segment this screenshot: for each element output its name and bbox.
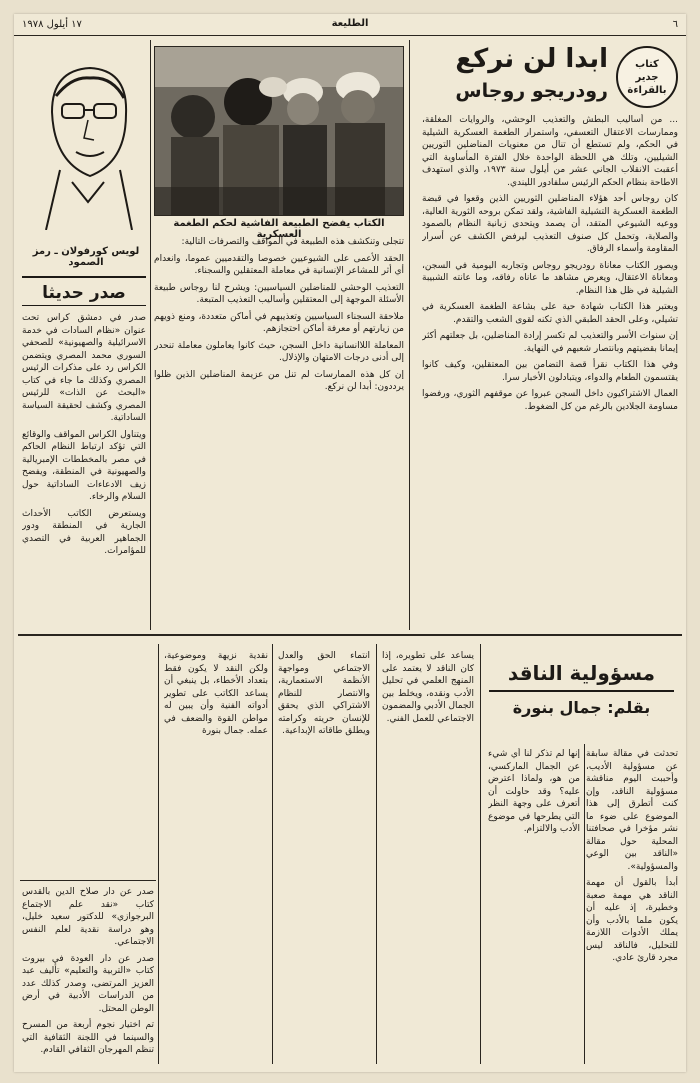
page-header	[14, 14, 686, 36]
book-badge	[616, 46, 678, 108]
badge-line: بالقراءة	[627, 85, 667, 96]
page-number: ٦	[672, 19, 678, 30]
portrait-sketch	[32, 52, 144, 230]
critic-article-header	[489, 660, 674, 740]
bullet-item: وفي هذا الكتاب نقرأ قصة التضامن بين المعتقلين، وكيف كانوا يقتسمون الطعام والدواء، ويتبادلون الأخبار سرا.	[422, 360, 678, 383]
paragraph: أبدأ بالقول أن مهمة الناقد هي مهمة صعبة وخطيرة، إذ عليه أن يكون ملما بالأدب وأن يملك الأدوات اللازمة للتحليل، فالناقد ليس مجرد قارئ عادي.	[586, 878, 678, 963]
column-divider	[376, 644, 377, 1064]
critic-col-1	[586, 748, 678, 1064]
column-divider	[272, 644, 273, 1064]
paragraph: إنها لم تذكر لنا أي شيء عن الجمال الماركسي، من هو، ولماذا اعترض عليه؟ وقد حاولت أن أتعرف على وجهة النظر التي يطرحها في موضوع الأدب والالتزام.	[488, 749, 580, 834]
middle-article-body	[154, 236, 404, 626]
newspaper-page	[14, 14, 686, 1072]
critic-col-3	[382, 650, 474, 1064]
critic-article-author: جمال بنورة	[512, 698, 602, 717]
paragraph: يساعد على تطويره، إذا كان الناقد لا يعتمد على المنهج العلمي في تحليل الأدب ونقده، ويخلط بين الجمال الأدبي والمضمون الاجتماعي للعمل الفني.	[382, 651, 474, 724]
critic-col-2	[488, 748, 580, 1064]
column-divider	[158, 644, 159, 1064]
lower-left-news	[22, 886, 154, 1064]
section-divider	[18, 634, 682, 636]
column-divider	[480, 644, 481, 1064]
paragraph: المعاملة اللاانسانية داخل السجن، حيث كانوا يعاملون معاملة تنحدر إلى أدنى درجات الامتهان والإذلال.	[154, 340, 404, 363]
box-divider	[20, 880, 156, 881]
article-author: رودريجو روجاس	[455, 80, 608, 102]
paragraph: ... من أساليب البطش والتعذيب الوحشي، والروايات المغلقة، وممارسات الاعتقال التعسفي، واستمرار الطغمة العسكرية الشيلية في الحكم، ولم تستطع أن تنال من معنويات المناضلين التوريين الشيليين، وتلك هي اللحظة الواحدة خلال الفترة المأساوية التي أعقبت الانقلاب الجاني عشر من أيلول سنة ١٩٧٣، والذي استهدف الاطاحة بنظام الحكم الرئيس سلفادور الليندي.	[422, 115, 678, 188]
paragraph: انتماء الحق والعدل الاجتماعي ومواجهة الأنظمة الاستعمارية، والانتصار للنظام الاشتراكي الذي يحقق للإنسان حريته وكرامته ويطلق طاقاته الإبداعية.	[278, 651, 370, 736]
paragraph: الحقد الأعمى على الشيوعيين خصوصا والتقدميين عموما، وانعدام أي أثر للمشاعر الإنسانية في معاملة المعتقلين والسجناء.	[154, 253, 404, 276]
portrait-caption: لويس كورفولان ـ رمز الصمود	[32, 246, 140, 268]
column-divider	[150, 40, 151, 630]
news-box-title: صدر حديثا	[22, 276, 146, 306]
paragraph: صدر في دمشق كراس تحت عنوان «نظام السادات في خدمة الاسرائيلية والصهيونية» للصحفي السوري محمد المصري ويتضمن الكراس رد على مذكرات الرئيس المصري وكذلك ما جاء في كتاب «البحث عن الذات» للرئيس المصري وكشف لحقيقة السياسة الساداتية.	[22, 313, 146, 423]
article-title: ابدا لن نركع	[455, 44, 608, 74]
bullet-item: ويعتبر هذا الكتاب شهادة حية على بشاعة الطغمة العسكرية في تشيلي، وعلى الحقد الطبقي الذي تكنه لقوى الشعب والتقدم.	[422, 302, 678, 325]
paragraph: تتجلى وتنكشف هذه الطبيعة في المواقف والتصرفات التالية:	[181, 237, 404, 247]
critic-article-title: مسؤولية الناقد	[489, 660, 674, 692]
bullet-item: إن سنوات الأسر والتعذيب لم تكسر إرادة المناضلين، بل جعلتهم أكثر إيمانا بقضيتهم وبانتصار شعبهم في النهاية.	[422, 331, 678, 354]
column-divider	[584, 744, 585, 1064]
paragraph: صدر عن دار العودة في بيروت كتاب «التربية والتعليم» تأليف عبد العزيز المرتضى، وصدر كذلك عدد من الدراسات الأدبية في أرض الوطن المحتل.	[22, 953, 154, 1014]
paragraph: تحدثت في مقالة سابقة عن مسؤولية الأديب، وأحببت اليوم مناقشة مسؤولية الناقد، وإن كنت أتطرق إلى هذا الموضوع على ضوء ما نشر مؤخرا في صحافتنا المحلية حول مقالة «الناقد بين الوعي والمسؤولية».	[586, 749, 678, 872]
paragraph: إن كل هذه الممارسات لم تنل من عزيمة المناضلين الذين ظلوا يرددون: أبدا لن نركع.	[154, 369, 404, 392]
issue-date: ١٧ أيلول ١٩٧٨	[22, 19, 82, 30]
paragraph: ويستعرض الكاتب الأحداث الجارية في المنطقة ودور الجماهير العربية في التصدي للمؤامرات.	[22, 508, 146, 556]
newspaper-name: الطليعة	[331, 18, 369, 29]
right-article-body	[422, 114, 678, 626]
column-divider	[409, 40, 410, 630]
photo-caption: الكتاب يفضح الطبيعة الفاشية لحكم الطغمة العسكرية	[173, 218, 385, 240]
critic-col-4	[278, 650, 370, 1064]
paragraph: صدر عن دار صلاح الدين بالقدس كتاب «نقد علم الاجتماع البرجوازي» للدكتور سعيد خليل، وهو دراسة نقدية لعلم النفس الاجتماعي.	[22, 887, 154, 947]
paragraph: تم اختيار نجوم أربعة من المسرح والسينما في اللجنة الثقافية التي تنظم المهرجان الثقافي القادم.	[22, 1020, 154, 1055]
bullet-item: العمال الاشتراكيون داخل السجن عبروا عن موقفهم الثوري، ورفضوا مساومة الجلادين بالرغم من كل الضغوط.	[422, 389, 678, 412]
paragraph: ملاحقة السجناء السياسيين وتعذيبهم في أماكن متعددة، ومنع ذويهم من زيارتهم أو معرفة أماكن احتجازهم.	[154, 311, 404, 334]
paragraph: نقدية نزيهة وموضوعية، ولكن النقد لا يكون فقط بتعداد الأخطاء، بل ينبغي أن يساعد الكاتب على تطوير أدواته الفنية وأن يبين له مواطن القوة والضعف في عمله. جمال بنورة	[164, 651, 268, 736]
paragraph: كان روجاس أحد هؤلاء المناضلين الثوريين الذين وقعوا في قبضة الطغمة العسكرية التشيلية الفاشية، ولقد تمكن بروحه الثورية العالية، ووعيه الشيوعي المتقد، أن يصمد ويتحدى زبانية النظام بالصمود والصلابة، وتحمل كل صنوف التعذيب ليرفض الكشف عن أسرار المقاومة وأسماء الرفاق.	[422, 194, 678, 254]
protest-photo	[154, 46, 404, 216]
left-news-body	[22, 312, 146, 626]
paragraph: التعذيب الوحشي للمناضلين السياسيين: ويشرح لنا روجاس طبيعة الأسئلة الموجهة إلى المعتقلين وأساليب التعذيب المتبعة.	[154, 282, 404, 305]
critic-col-5	[164, 650, 268, 1064]
badge-line: كتاب	[635, 59, 659, 70]
paragraph: ويتناول الكراس المواقف والوقائع التي تؤكد ارتباط النظام الحاكم في مصر بالمخططات الإمبريالية والصهيونية في المنطقة، ويفضح زيف الادعاءات الساداتية حول السلام والرخاء.	[22, 429, 146, 502]
paragraph: ويصور الكتاب معاناة رودريجو روجاس وتجاربه اليومية في السجن، ومعاناة الاعتقال، ويعرض مشاهد ما عاناه رفاقه، وما عانته الشبيبة الشيلية في ظل هذا النظام.	[422, 260, 678, 296]
byline-prefix: بقلم:	[607, 698, 651, 717]
badge-line: جدير	[635, 72, 659, 83]
